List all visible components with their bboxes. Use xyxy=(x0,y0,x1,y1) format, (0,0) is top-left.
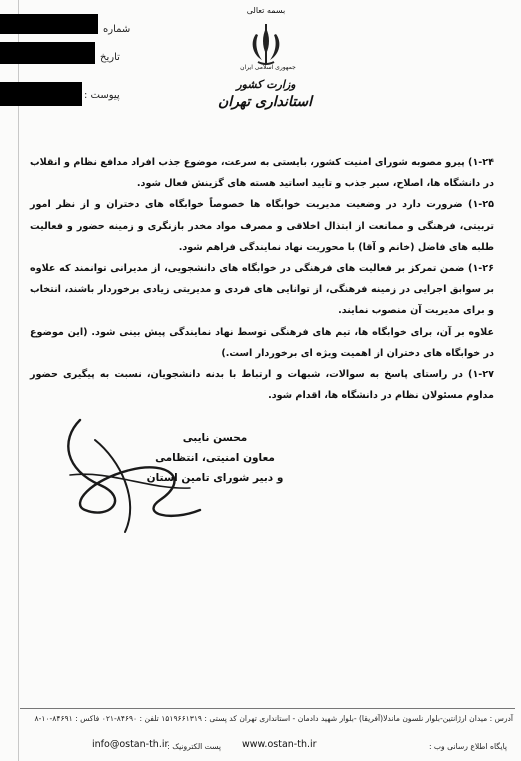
paragraph-27: ۱-۲۷) در راستای پاسخ به سوالات، شبهات و ارتباط با بدنه دانشجویان، نسبت به پیگیری حضور مداوم مسئولان نظام در دانشگاه ها، اقدام شود. xyxy=(30,369,494,402)
ministry-name: وزارت کشور xyxy=(236,78,296,91)
footer-website[interactable]: www.ostan-th.ir xyxy=(242,739,317,750)
paragraph-25: ۱-۲۵) ضرورت دارد در وضعیت مدیریت خوابگاه ها خصوصاً خوابگاه های دختران و از نظر امور تربیتی، فرهنگی و ممانعت از ابتذال اخلاقی و مصرف مواد مخدر بازنگری و زمینه حضور و فعالیت طلبه های فاضل (خانم و آقا) با محوریت نهاد نمایندگی فراهم شود. xyxy=(30,199,494,253)
governorate-name: استانداری تهران xyxy=(217,94,313,110)
redaction-bar xyxy=(0,14,98,34)
signer-title-2: و دبیر شورای تامین استان xyxy=(146,472,284,484)
signature-block xyxy=(140,428,290,488)
attachment-label: پیوست : xyxy=(84,90,120,101)
redaction-bar xyxy=(0,82,82,106)
number-label: شماره xyxy=(103,24,131,35)
redaction-bar xyxy=(0,42,95,64)
date-label: تاریخ xyxy=(100,52,120,63)
iran-emblem-icon xyxy=(244,20,288,70)
footer-email-label: پست الکترونیک : xyxy=(167,742,221,751)
paragraph-24: ۱-۲۴) پیرو مصوبه شورای امنیت کشور، بایستی به سرعت، موضوع جذب افراد مدافع نظام و انقلاب در دانشگاه ها، اصلاح، سیر جذب و تایید اساتید هسته های گزینش فعال شود. xyxy=(30,157,494,190)
footer-website-label: پایگاه اطلاع رسانی وب : xyxy=(428,742,507,751)
signer-name: محسن نایبی xyxy=(182,432,248,444)
page-edge-line xyxy=(18,0,19,761)
footer-email[interactable]: info@ostan-th.ir xyxy=(92,739,169,750)
footer-address: آدرس : میدان ارژانتین-بلوار نلسون ماندلا(آفریقا) -بلوار شهید دادمان - استانداری تهران کد پستی : ۱۵۱۹۶۶۱۳۱۹ تلفن : ۸۴۶۹۰-۰۲۱ فاکس : ۸۴۶۹۱-۱۰-۸ xyxy=(34,714,513,723)
footer-divider xyxy=(20,708,515,709)
bismillah: بسمه تعالی xyxy=(246,6,286,15)
signer-title-1: معاون امنیتی، انتظامی xyxy=(155,452,275,464)
paragraph-26: ۱-۲۶) ضمن تمرکز بر فعالیت های فرهنگی در خوابگاه های دانشجویی، از مدیرانی توانمند که علاوه بر سوابق اجرایی در زمینه فرهنگی، از توانایی های فردی و مدیریتی زیادی برخوردار باشند، انتخاب و برای مدیریت آن منصوب نمایند. xyxy=(30,263,494,317)
republic-text: جمهوری اسلامی ایران xyxy=(240,64,296,71)
paragraph-26-addendum: علاوه بر آن، برای خوابگاه ها، تیم های فرهنگی توسط نهاد نمایندگی پیش بینی شود. (این موضوع در خوابگاه های دختران از اهمیت ویژه ای برخوردار است.) xyxy=(30,326,494,359)
letter-body xyxy=(30,152,494,406)
